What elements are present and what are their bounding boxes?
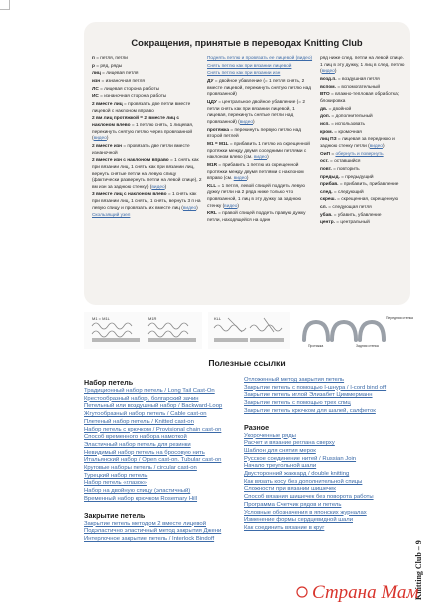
abbr-term: ИС	[92, 94, 99, 100]
abbr-entry	[320, 92, 406, 105]
abbr-video-link[interactable]: Снять петлю как при вязании изн	[207, 71, 281, 77]
abbr-definition: = воздушная петля	[336, 76, 380, 82]
abbr-definition: = изнаночная сторона работы	[98, 94, 167, 100]
abbr-entry	[320, 122, 406, 129]
abbr-video-link[interactable]: видео	[93, 136, 107, 142]
links-title: Полезные ссылки	[208, 358, 286, 368]
abbr-term: прибав.	[320, 182, 339, 188]
link-item[interactable]: Двусторонний жаккард / double knitting	[244, 471, 350, 478]
abbr-entry	[92, 71, 202, 78]
link-item[interactable]: Невидимый набор петель на бросовую нить	[84, 449, 205, 456]
abbr-entry	[320, 107, 406, 114]
abbr-definition: = прибавить 1 петлю из скрещенной протяжки между двумя соседними петлями с наклоном влево (см.	[207, 141, 310, 161]
link-item[interactable]: Плетеный набор петель / Knitted cast-on	[84, 418, 194, 425]
abbr-term: изн	[92, 78, 101, 84]
abbr-entry	[92, 116, 202, 143]
abbr-term: повт.	[320, 166, 332, 172]
abbr-entry	[207, 64, 315, 71]
abbr-term: центр.	[320, 220, 335, 226]
abbr-term: предыд.	[320, 174, 340, 180]
abbr-definition: = ряд, ряды	[94, 63, 123, 69]
abbr-entry	[320, 152, 406, 159]
abbr-entry	[320, 220, 406, 227]
link-item[interactable]: Как вязать косу без дополнительной спицы	[244, 478, 363, 485]
abbr-term: кром.	[320, 129, 333, 135]
abbr-term: 2 вместе изн с наклоном вправо	[92, 158, 169, 164]
abbr-definition: = провязать две петли вместе лицевой с наклоном вправо	[92, 101, 191, 114]
links-column-left	[84, 377, 239, 544]
abbr-definition: ряд ниже след. петли на левой спице. 1 лиц в эту дужку, 1 лиц в след. петлю (	[320, 56, 405, 75]
abbr-video-link[interactable]: видео	[253, 155, 268, 161]
link-item[interactable]: Шаблон для снятия мерок	[244, 447, 316, 454]
abbr-tail: )	[237, 203, 239, 209]
abbr-definition: = лицевая сторона работы	[98, 86, 160, 92]
diagram-label-bar: Протяжка	[308, 344, 324, 348]
abbr-term: возд.п.	[320, 76, 337, 82]
abbr-term: 3 вместе лиц с наклоном влево	[92, 192, 167, 198]
abbr-entry	[320, 56, 406, 76]
links-section-heading: Набор петель	[84, 378, 134, 387]
abbr-term: лиц	[92, 71, 101, 77]
abbr-entry	[320, 197, 406, 204]
abbr-definition: = предыдущий	[339, 174, 374, 180]
abbr-entry	[207, 184, 315, 211]
abbr-tail: )	[106, 136, 109, 142]
abbr-definition: = убавить, убавление	[332, 212, 382, 218]
abbr-definition: = дополнительный	[330, 114, 373, 120]
abbr-term: ост.	[320, 159, 329, 165]
abbr-entry	[207, 56, 315, 63]
abbr-term: 2 вместе лиц	[92, 101, 123, 107]
link-item[interactable]: Как соединить вязание в круг	[244, 524, 325, 531]
abbr-definition: = центральное двойное убавление (= 2 петли снять как при вязании лицевой, 1 лицевая, перекинуть снятые петли над провязанной) (	[207, 99, 305, 125]
abbr-video-link[interactable]: обернуть и повернуть	[335, 151, 384, 157]
abbr-definition: =	[330, 151, 336, 157]
abbr-term: вспом.	[320, 84, 336, 90]
slip-knot-link[interactable]: Скользящий узел	[92, 213, 131, 219]
abbr-term: M1 = M1L	[207, 141, 229, 147]
abbr-video-link[interactable]: видео	[151, 184, 165, 190]
abbr-term: ВТО	[320, 92, 330, 98]
abbr-tail: )	[196, 205, 198, 211]
abbr-definition: = центральный	[334, 220, 370, 226]
abbr-definition: = правой спицей поддеть правую дужку петли, находящейся на один	[207, 211, 306, 224]
abbr-entry	[92, 87, 202, 94]
abbr-video-link[interactable]: видео	[233, 176, 247, 182]
links-section-heading: Разное	[244, 422, 270, 432]
abbr-definition: = прибавить, прибавление	[338, 182, 399, 188]
abbr-entry	[320, 175, 406, 182]
link-item[interactable]: Крестообразный набор, болгарский зачин	[84, 395, 199, 402]
abbr-definition: = вспомогательный	[336, 84, 381, 90]
watermark-text: Страна Мам	[312, 582, 419, 603]
link-item[interactable]: Итальянский набор / Open cast-on. Tubular cast-on	[84, 457, 222, 464]
abbr-term: дв.	[320, 106, 328, 112]
abbreviations-title: Сокращения, принятые в переводах Knitting Club	[131, 37, 363, 48]
abbr-tail: )	[164, 184, 167, 190]
abbr-entry	[92, 94, 202, 101]
abbr-tail: )	[334, 69, 337, 75]
abbr-term: ЦДУ	[207, 99, 217, 105]
abbr-entry	[320, 182, 406, 189]
abbr-term: доп.	[320, 114, 331, 120]
abbr-definition: = использовать	[329, 121, 365, 127]
abbreviations-box	[84, 22, 410, 305]
abbr-entry	[320, 114, 406, 121]
abbr-term: след.	[320, 189, 333, 195]
abbr-term: скреш.	[320, 197, 336, 203]
abbr-entry	[92, 102, 202, 115]
watermark-logo-icon	[297, 587, 307, 597]
abbr-term: KRL	[207, 211, 217, 217]
abbr-video-link[interactable]: Снять петлю как при вязании лицевой	[207, 63, 292, 69]
link-item[interactable]: Жгутообразный набор петель / Cable cast-on	[84, 411, 207, 418]
abbr-entry	[207, 79, 315, 99]
link-item[interactable]: Эластичный набор петель для резинки	[84, 441, 191, 448]
abbr-entry	[92, 64, 202, 71]
abbr-column-1	[92, 56, 202, 221]
abbr-term: ОиП	[320, 151, 331, 157]
abbr-entry	[92, 56, 202, 63]
abbr-entry	[207, 163, 315, 183]
abbr-entry	[320, 137, 406, 150]
abbr-video-link[interactable]: видео	[182, 205, 197, 211]
link-item[interactable]: Турецкий набор петель	[84, 472, 148, 479]
link-item[interactable]: Расчет и вязание реглана сверху	[244, 440, 335, 447]
link-item[interactable]: Программа Счетчик рядов и петель	[244, 501, 342, 508]
abbr-entry	[207, 71, 315, 78]
abbr-column-2	[207, 56, 315, 226]
diagram-label-m1: M1 = M1L	[92, 316, 110, 321]
abbr-definition: = кромочная	[332, 129, 362, 135]
abbr-definition: = 1 снять как при вязании лиц, 1 снять как при вязании лиц, вернуть снятые петли на левую спицу (фактически развернуть петли на левой спице), 2 вм изн за заднюю стенку) (	[92, 158, 202, 190]
abbr-tail: )	[382, 143, 385, 149]
link-item[interactable]: Петельный или воздушный набор / Backward-Loop	[84, 403, 223, 410]
abbr-definition: = 1 петлю снять, 1 лицевая, перекинуть снятую петлю через провязанной (	[92, 122, 194, 142]
abbr-definition: = прибавить 1 петлю из скрещенной протяжки между двумя петлями с наклоном вправо (см.	[207, 162, 304, 182]
abbr-entry	[92, 144, 202, 157]
abbr-video-link[interactable]: видео	[224, 203, 238, 209]
link-item[interactable]: Закрытие петель с помощью трех спиц	[244, 400, 351, 407]
watermark	[288, 570, 428, 610]
link-item[interactable]: Закрытие петель крючком для шалей, салфеток	[244, 407, 376, 414]
abbr-definition: = лицевая за переднюю и заднюю стенку петли (	[320, 137, 395, 149]
abbr-definition: = оставшийся	[328, 159, 361, 165]
side-label-text: Knitting Club – 9	[414, 540, 423, 600]
link-item[interactable]: Отложенный метод закрытия петель	[244, 377, 345, 383]
diagram-label-back: Задняя стенка	[356, 344, 379, 348]
crop-mark	[0, 0, 10, 10]
link-item[interactable]: Закрытие петель с помощью I-шнура / I-cord bind off	[244, 384, 387, 391]
abbr-definition: = влажно-тепловая обработка; блокировка	[320, 92, 400, 104]
abbr-entry	[320, 190, 406, 197]
abbr-tail: )	[246, 176, 249, 182]
link-item[interactable]: Набор петель с крючком / Provisional chain cast-on	[84, 426, 222, 433]
link-item[interactable]: Русское соединение нитей / Russian Join	[244, 455, 357, 462]
abbr-term: р	[92, 63, 95, 69]
abbr-entry	[92, 192, 202, 212]
link-item[interactable]: Интерлочное закрытие петель / Interlock Bindoff	[84, 535, 215, 542]
abbr-tail: )	[252, 119, 255, 125]
abbr-term: M1R	[207, 162, 218, 168]
abbr-definition: = повторить	[331, 166, 360, 172]
abbr-entry	[92, 158, 202, 191]
abbr-definition: = изнаночная петля	[100, 78, 145, 84]
abbr-column-3	[320, 56, 406, 228]
link-item[interactable]: Круговые наборы петель / circular cast-on	[84, 465, 197, 472]
stitch-loop-diagram	[298, 312, 413, 349]
links-column-right	[244, 377, 410, 533]
links-section-heading: Закрытие петель	[84, 510, 146, 520]
stitch-diagrams	[84, 312, 413, 349]
abbr-entry	[207, 142, 315, 162]
diagram-label-front: Передняя стенка	[386, 316, 413, 320]
abbr-term: 2 вместе изн	[92, 143, 122, 149]
abbr-definition: = лицевая петля	[100, 71, 139, 77]
abbr-entry	[320, 205, 406, 212]
abbr-definition: = двойное убавление (= 1 петля снять, 2 вместе лицевой, перекинуть снятую петлю над провязанной)	[207, 78, 312, 98]
abbr-entry	[207, 211, 315, 224]
abbr-video-link[interactable]: видео	[321, 69, 335, 75]
abbr-definition: = петля, петли	[94, 56, 128, 61]
abbr-entry	[320, 130, 406, 137]
abbr-term: лиц ПЗ	[320, 137, 337, 143]
abbr-definition: = двойной	[327, 106, 352, 112]
link-item[interactable]: Закрытие петель методом 2 вместе лицевой	[84, 520, 206, 527]
abbr-entry	[92, 79, 202, 86]
abbr-definition: = 1 снять как при вязании лиц, 1 снять, 1 снять, вернуть 3 п на левую спицу и провязать их вместе лиц (	[92, 192, 201, 211]
m1-m1r-diagram	[84, 312, 202, 349]
abbr-entry	[320, 167, 406, 174]
abbr-definition: = следующий	[332, 189, 364, 195]
abbr-entry	[320, 159, 406, 166]
abbr-term: п	[92, 56, 95, 61]
link-item[interactable]: Набор на двойную спицу (эластичный)	[84, 488, 191, 495]
abbr-definition: = следующая петля	[326, 205, 372, 211]
link-item[interactable]: Временный набор крючком Rosemary Hill	[84, 495, 198, 502]
abbr-entry	[320, 77, 406, 84]
kll-diagram	[208, 312, 290, 349]
link-item[interactable]: Набор петель «глазок»	[84, 480, 147, 487]
link-item[interactable]: Подэластично эластичный метод закрытия Джени	[84, 528, 222, 535]
abbr-term: KLL	[207, 183, 217, 189]
abbr-term: ЛС	[92, 86, 99, 92]
abbr-term: ДУ	[207, 78, 214, 84]
link-item[interactable]: Традиционный набор петель / Long Tail Cast-On	[84, 388, 215, 394]
link-item[interactable]: Условные обозначения в японских журналах	[244, 509, 367, 516]
link-item[interactable]: Начало треугольной шали	[244, 463, 317, 470]
abbr-tail: )	[267, 155, 269, 161]
link-item[interactable]: Укороченные ряды	[244, 432, 296, 439]
diagram-label-m1r: M1R	[148, 316, 157, 321]
abbr-entry	[207, 100, 315, 127]
link-item[interactable]: Способ временного набора намоткой	[84, 434, 187, 441]
link-item[interactable]: Закрытие петель иглой Элизабет Циммерманн	[244, 392, 373, 399]
abbr-term: протяжка	[207, 127, 230, 133]
abbr-video-link[interactable]: Поднять петлю и провязать ее лицевой (видео)	[207, 56, 313, 61]
abbr-definition: = 1 петля, левой спицей поддеть левую дужку петли на 2 ряда ниже только что провязанной, 1 лиц в эту дужку за заднюю стенку (	[207, 183, 305, 209]
link-item[interactable]: Изменение формы сердцевидной шали	[244, 517, 353, 524]
abbr-term: 2 вм лиц протяжкой = 2 вместе лиц с наклоном влево	[92, 116, 180, 128]
abbr-term: убав.	[320, 212, 333, 218]
abbr-entry	[320, 85, 406, 92]
link-item[interactable]: Способ вязания шишечек без поворота работы	[244, 494, 374, 501]
abbr-video-link[interactable]: видео	[369, 143, 383, 149]
abbr-entry	[320, 213, 406, 220]
abbr-term: сл.	[320, 205, 327, 211]
abbr-definition: = перекинуть первую петлю над второй петлей	[207, 127, 302, 140]
abbr-entry	[207, 128, 315, 141]
abbr-term: исп.	[320, 121, 330, 127]
abbr-definition: = скрещенная, скрещенную	[335, 197, 399, 203]
abbr-video-link[interactable]: видео	[239, 119, 253, 125]
abbr-definition: = провязать две петли вместе изнаночной	[92, 143, 190, 156]
diagram-label-kll: KLL	[214, 316, 222, 321]
link-item[interactable]: Сложности при вязании шишечек	[244, 486, 336, 493]
